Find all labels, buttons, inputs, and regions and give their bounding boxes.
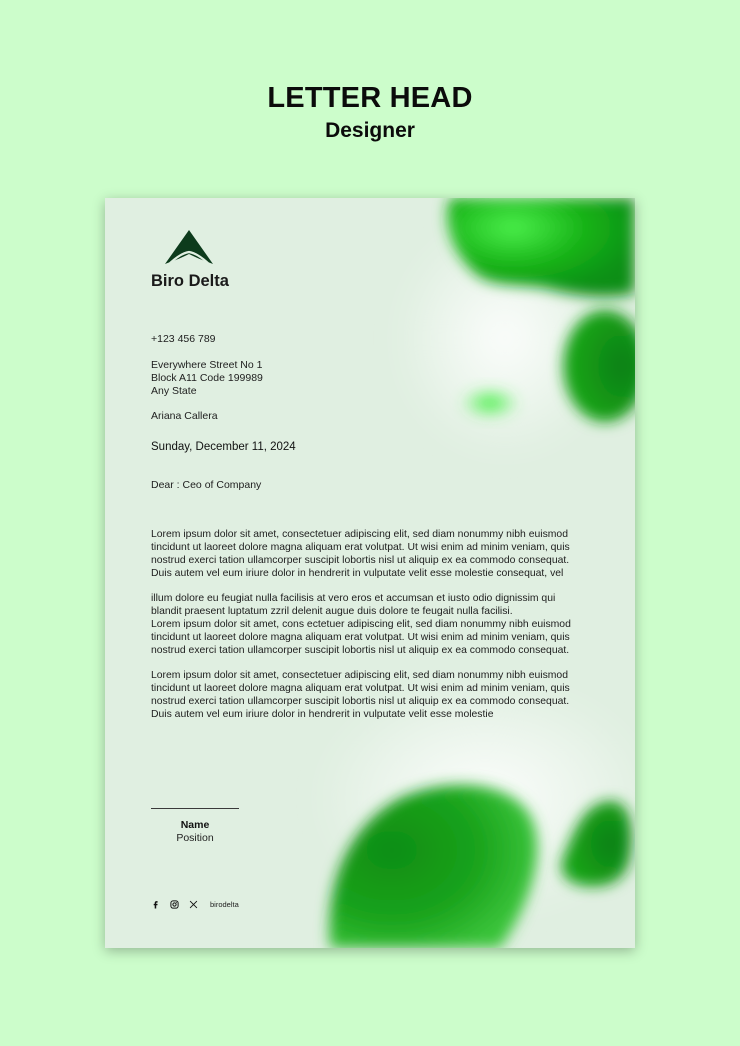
signature-position: Position bbox=[176, 832, 214, 844]
body-line: Lorem ipsum dolor sit amet, cons ectetuer adipiscing elit, sed diam nonummy nibh euismod bbox=[151, 618, 571, 630]
phone-number: +123 456 789 bbox=[151, 333, 216, 345]
body-paragraph-2 bbox=[151, 593, 591, 658]
letter-date: Sunday, December 11, 2024 bbox=[151, 441, 296, 453]
instagram-icon[interactable] bbox=[170, 900, 179, 909]
signature-line bbox=[151, 808, 239, 809]
body-line: illum dolore eu feugiat nulla facilisis at vero eros et accumsan et iusto odio dignissim qui bbox=[151, 593, 556, 604]
page-title: LETTER HEAD bbox=[267, 82, 473, 114]
signature-name: Name bbox=[180, 819, 210, 831]
body-paragraph-3 bbox=[151, 670, 591, 722]
body-line: tincidunt ut laoreet dolore magna aliquam erat volutpat. Ut wisi enim ad minim veniam, quis bbox=[151, 631, 570, 643]
address-line-3: Any State bbox=[151, 385, 197, 397]
social-handle[interactable]: birodelta bbox=[210, 899, 239, 909]
body-line: blandit praesent luptatum zzril delenit augue duis dolore te feugait nulla facilisi. bbox=[151, 605, 513, 617]
brand-name: Biro Delta bbox=[151, 272, 229, 290]
body-paragraph-1 bbox=[151, 529, 591, 581]
social-links bbox=[151, 898, 239, 910]
body-line: nostrud exerci tation ullamcorper suscipit lobortis nisl ut aliquip ex ea commodo consequat. bbox=[151, 644, 570, 656]
facebook-icon[interactable] bbox=[151, 900, 160, 909]
x-icon[interactable] bbox=[189, 900, 198, 909]
page-subtitle: Designer bbox=[325, 119, 415, 142]
body-line: Duis autem vel eum iriure dolor in hendrerit in vulputate velit esse molestie consequat, vel bbox=[151, 567, 564, 579]
address-line-2: Block A11 Code 199989 bbox=[151, 372, 263, 384]
body-line: nostrud exerci tation ullamcorper suscipit lobortis nisl ut aliquip ex ea commodo consequat. bbox=[151, 554, 570, 566]
body-line: nostrud exerci tation ullamcorper suscipit lobortis nisl ut aliquip ex ea commodo consequat. bbox=[151, 695, 570, 707]
body-line: Lorem ipsum dolor sit amet, consectetuer adipiscing elit, sed diam nonummy nibh euismod bbox=[151, 529, 568, 540]
body-line: Duis autem vel eum iriure dolor in hendrerit in vulputate velit esse molestie bbox=[151, 708, 494, 720]
greeting: Dear : Ceo of Company bbox=[151, 479, 262, 491]
letterhead-page bbox=[105, 198, 635, 948]
address-line-1: Everywhere Street No 1 bbox=[151, 359, 263, 371]
body-line: tincidunt ut laoreet dolore magna aliquam erat volutpat. Ut wisi enim ad minim veniam, quis bbox=[151, 682, 570, 694]
brand-logo-icon bbox=[163, 228, 215, 268]
sender-name: Ariana Callera bbox=[151, 410, 218, 422]
body-line: tincidunt ut laoreet dolore magna aliquam erat volutpat. Ut wisi enim ad minim veniam, quis bbox=[151, 541, 570, 553]
body-line: Lorem ipsum dolor sit amet, consectetuer adipiscing elit, sed diam nonummy nibh euismod bbox=[151, 670, 568, 681]
